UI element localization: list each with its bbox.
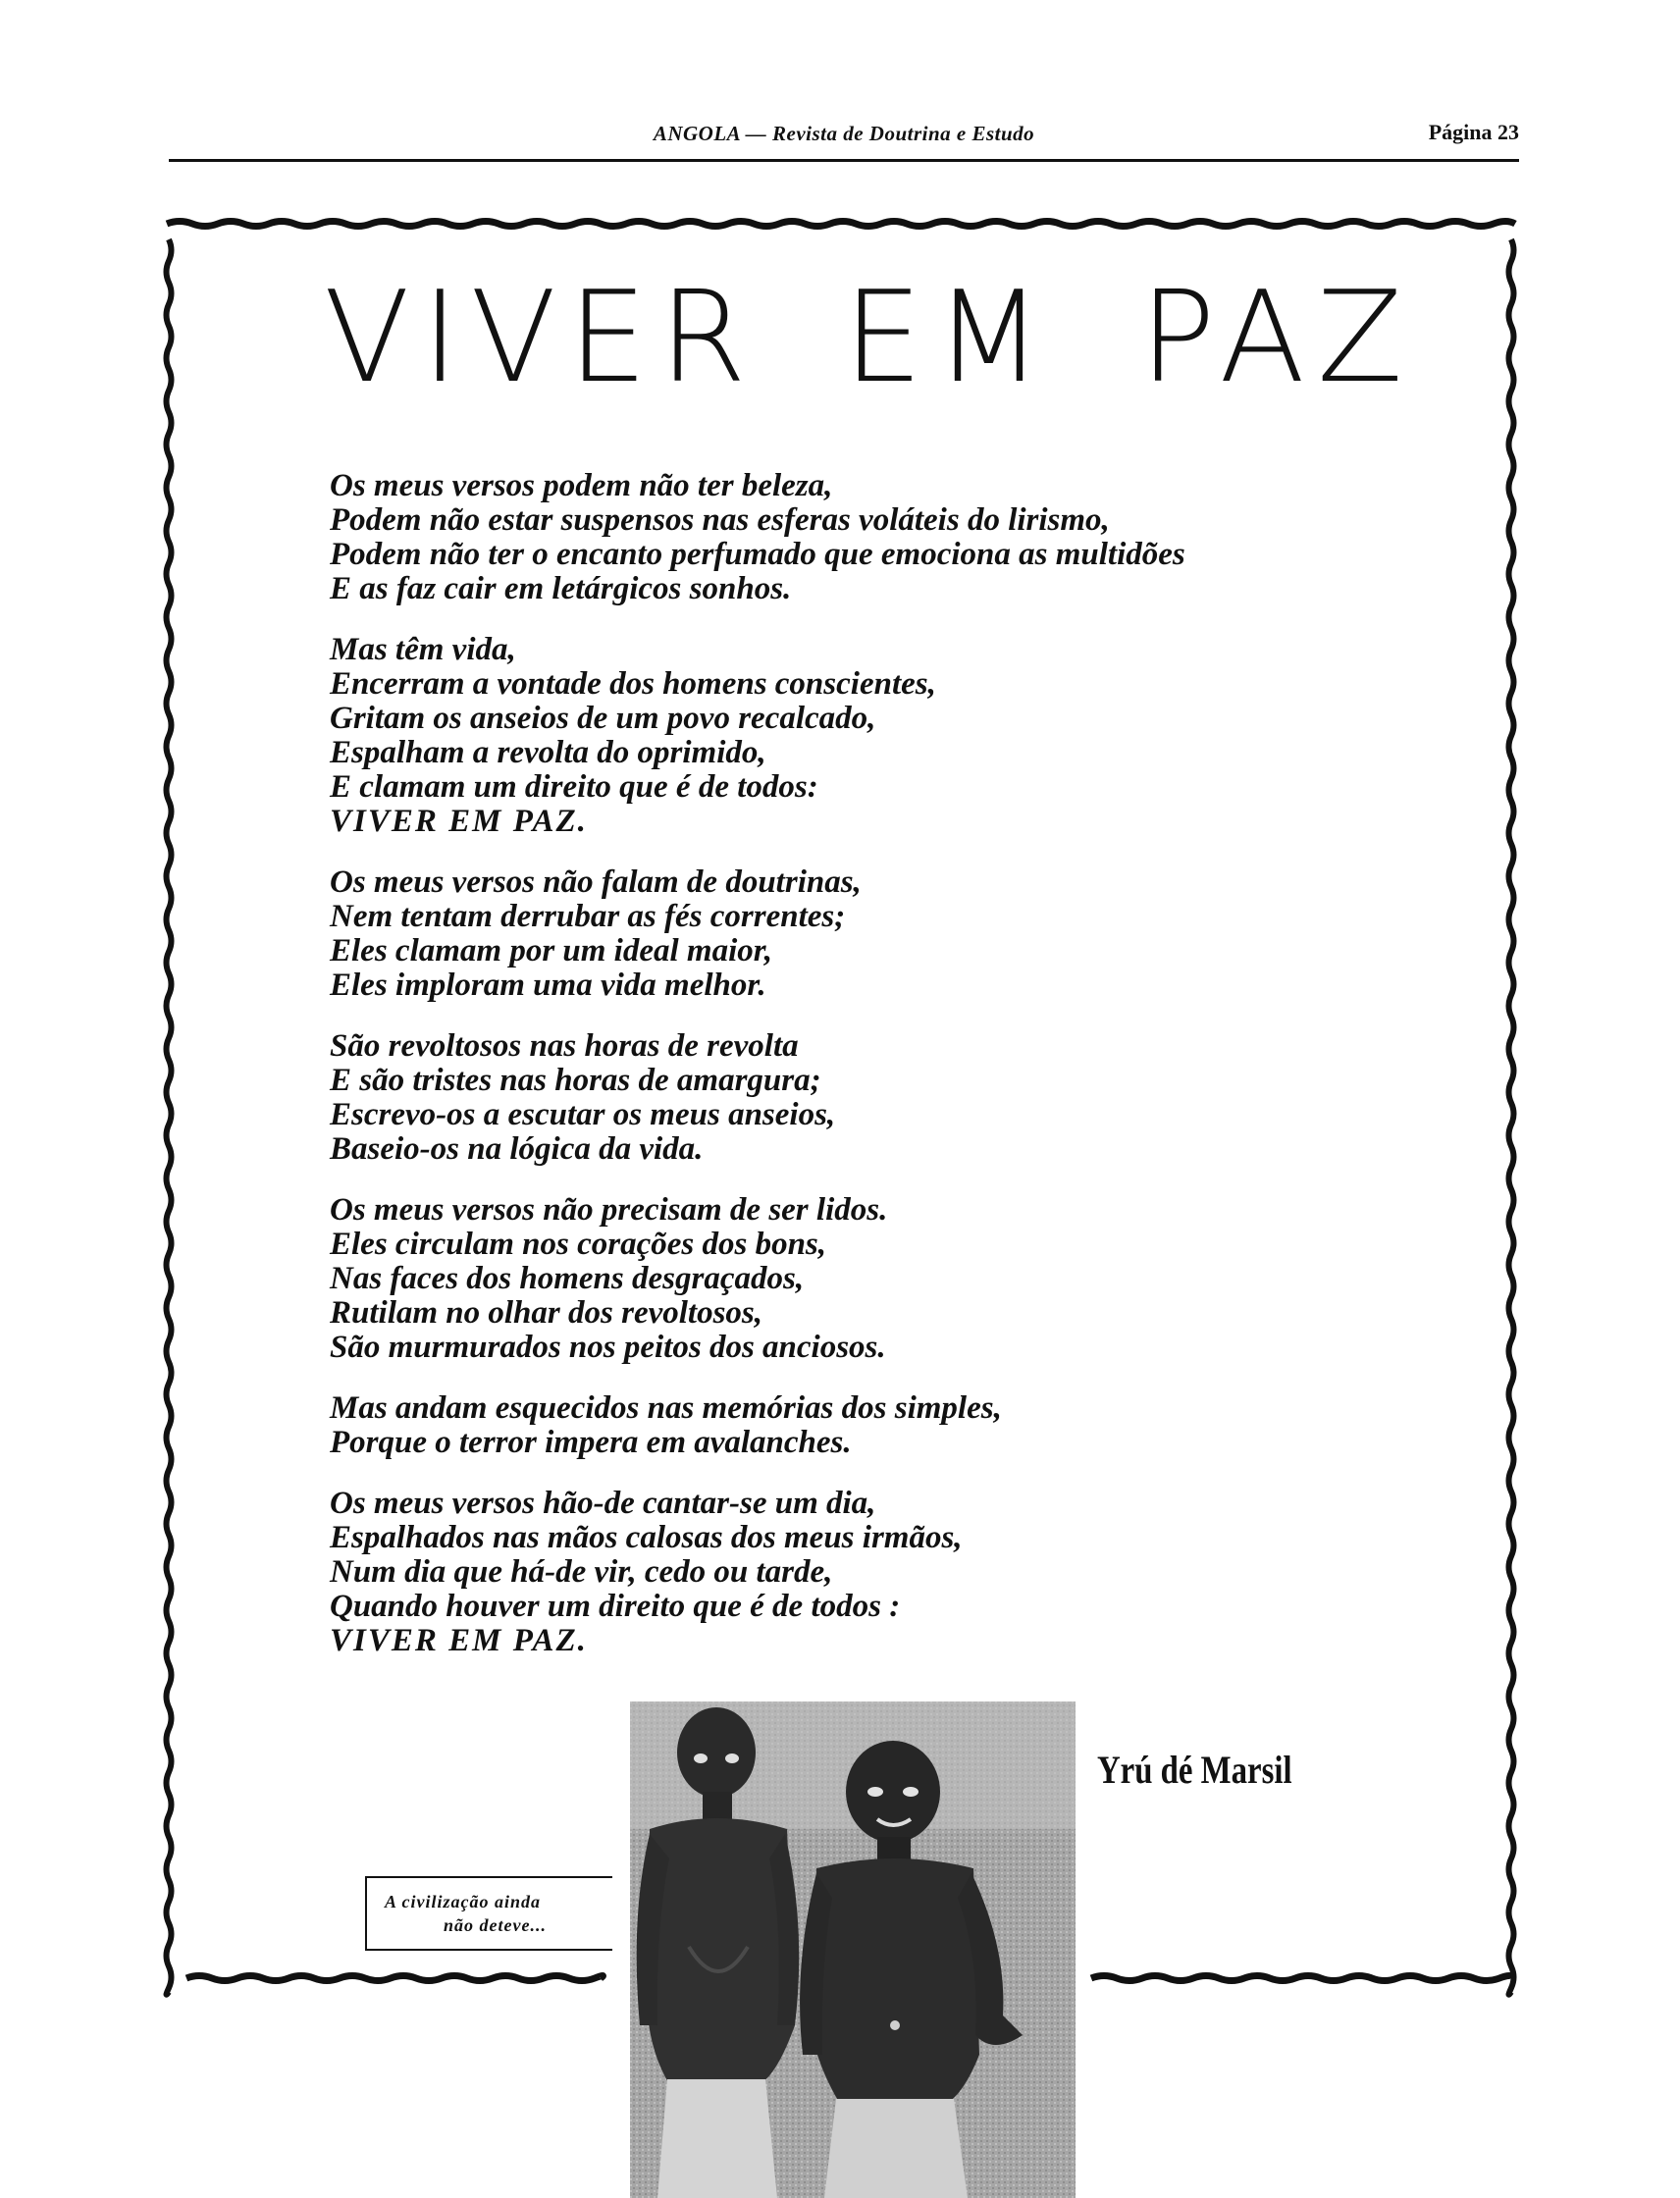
poem-body (330, 469, 1390, 1685)
poem-author: Yrú dé Marsil (1097, 1748, 1292, 1792)
poem-stanza (330, 1487, 1390, 1658)
poem-line: Eles clamam por um ideal maior, (330, 933, 773, 968)
photo-illustration (630, 1701, 1076, 2198)
border-bottom-right-wave (1091, 1976, 1513, 1981)
poem-line: Eles imploram uma vida melhor. (330, 968, 766, 1003)
poem-line: Escrevo-os a escutar os meus anseios, (330, 1097, 836, 1132)
poem-line: Gritam os anseios de um povo recalcado, (330, 701, 876, 736)
border-bottom-left-wave (186, 1976, 603, 1981)
poem-line: Espalhados nas mãos calosas dos meus irmãos, (330, 1520, 963, 1555)
publication-title: ANGOLA — Revista de Doutrina e Estudo (653, 122, 1035, 145)
poem-line: VIVER EM PAZ. (330, 1623, 588, 1658)
photo-caption (365, 1876, 612, 1951)
poem-line: Encerram a vontade dos homens conscientes, (330, 666, 936, 702)
border-right-wave (1509, 239, 1514, 1995)
poem-line: Espalham a revolta do oprimido, (330, 735, 766, 770)
poem-line: VIVER EM PAZ. (330, 804, 588, 839)
poem-line: Rutilam no olhar dos revoltosos, (330, 1295, 763, 1331)
poem-line: Porque o terror impera em avalanches. (330, 1425, 852, 1460)
poem-line: Quando houver um direito que é de todos : (330, 1589, 901, 1624)
poem-stanza (330, 633, 1390, 839)
poem-line: E clamam um direito que é de todos: (330, 769, 818, 805)
poem-stanza (330, 865, 1390, 1003)
poem-line: Mas têm vida, (330, 632, 516, 667)
poem-stanza (330, 1391, 1390, 1460)
poem-line: São murmurados nos peitos dos anciosos. (330, 1330, 886, 1365)
poem-line: Nem tentam derrubar as fés correntes; (330, 899, 846, 934)
photograph-two-children (630, 1701, 1076, 2198)
poem-line: Podem não estar suspensos nas esferas voláteis do lirismo, (330, 502, 1110, 538)
poem-stanza (330, 1193, 1390, 1365)
poem-line: Os meus versos não precisam de ser lidos. (330, 1192, 888, 1228)
poem-title: VIVER EM PAZ (324, 265, 1415, 411)
poem-line: Baseio-os na lógica da vida. (330, 1131, 704, 1167)
poem-stanza (330, 1029, 1390, 1167)
poem-line: Os meus versos podem não ter beleza, (330, 468, 833, 503)
poem-line: Mas andam esquecidos nas memórias dos simples, (330, 1390, 1002, 1426)
caption-line-1: A civilização ainda (385, 1892, 542, 1911)
poem-line: São revoltosos nas horas de revolta (330, 1028, 799, 1064)
poem-line: E as faz cair em letárgicos sonhos. (330, 571, 792, 606)
border-left-wave (167, 239, 172, 1995)
poem-line: Num dia que há-de vir, cedo ou tarde, (330, 1554, 833, 1590)
poem-line: Eles circulam nos corações dos bons, (330, 1227, 827, 1262)
poem-line: Podem não ter o encanto perfumado que emociona as multidões (330, 537, 1185, 572)
poem-stanza (330, 469, 1390, 606)
poem-line: Os meus versos hão-de cantar-se um dia, (330, 1486, 876, 1521)
page-number: Página 23 (1428, 120, 1519, 144)
poem-line: Os meus versos não falam de doutrinas, (330, 864, 862, 900)
border-top-wave (167, 222, 1515, 227)
poem-line: E são tristes nas horas de amargura; (330, 1063, 821, 1098)
caption-line-2: não deteve... (444, 1915, 547, 1935)
page-header (169, 110, 1519, 162)
poem-line: Nas faces dos homens desgraçados, (330, 1261, 805, 1296)
